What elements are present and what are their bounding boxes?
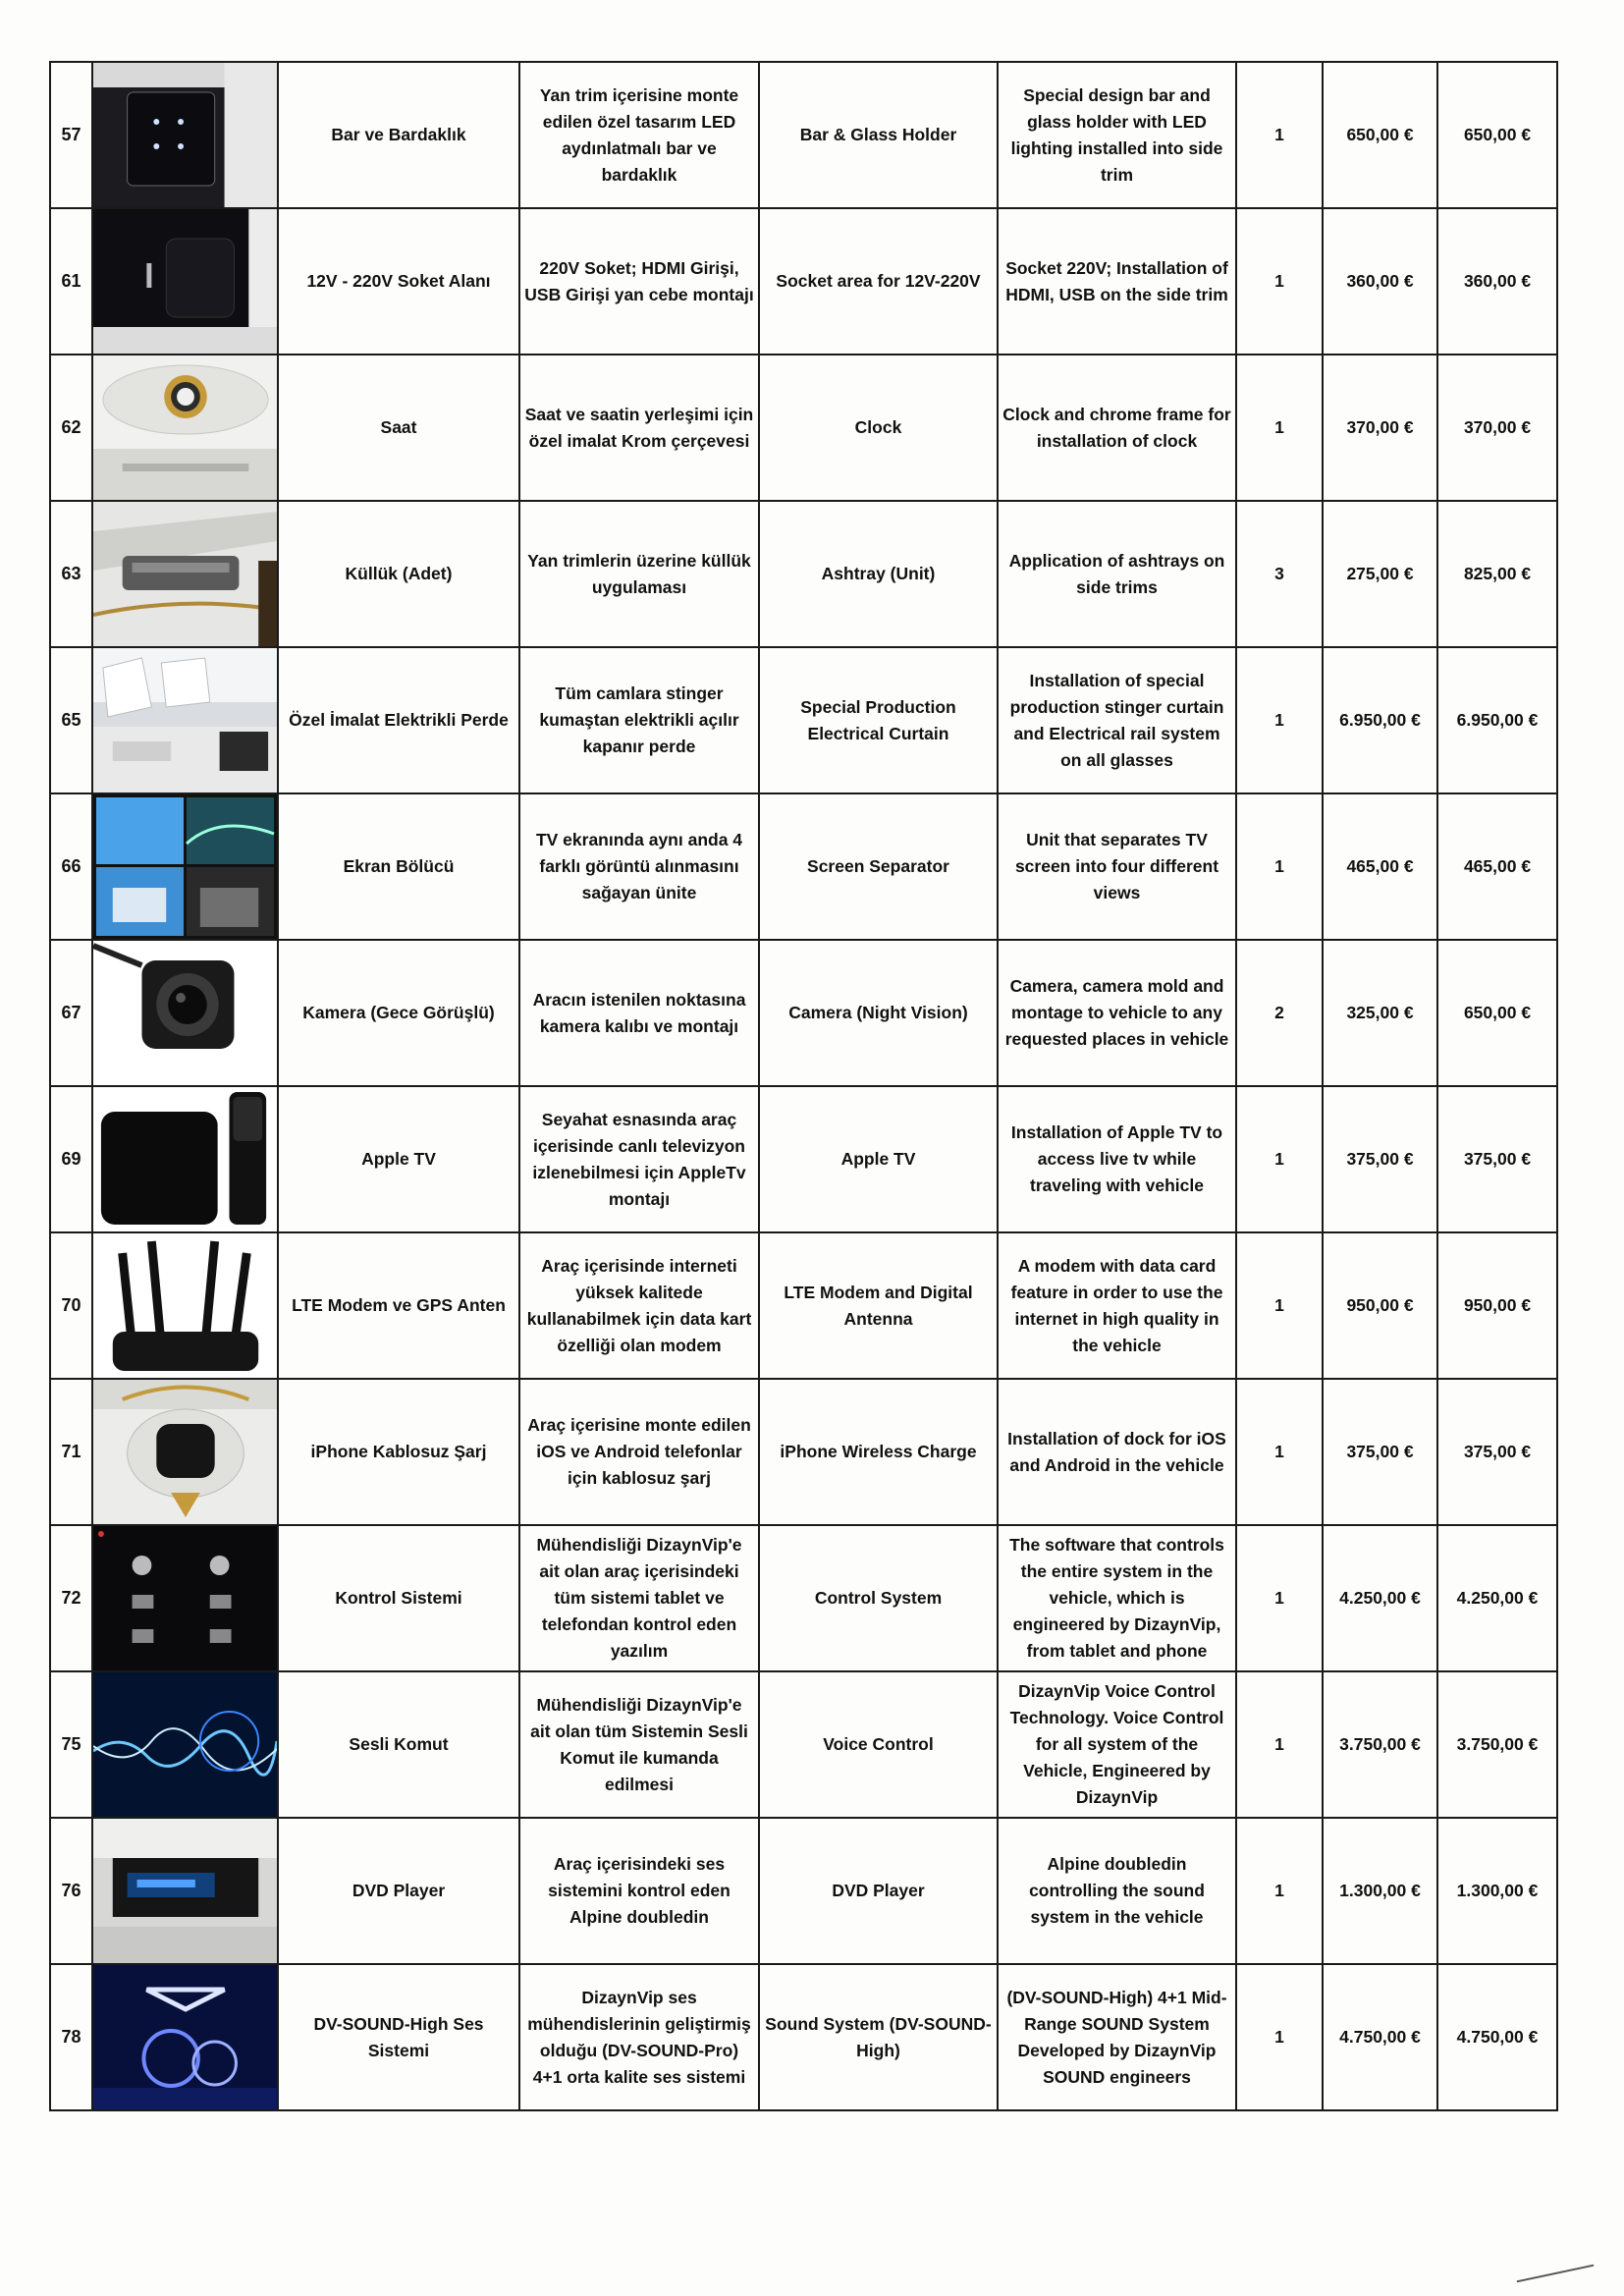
table-row [50,355,1557,501]
item-photo [92,1671,278,1818]
item-photo [92,1379,278,1525]
item-number: 70 [50,1232,92,1379]
item-description-tr: Araç içerisinde interneti yüksek kalitede kullanabilmek için data kart özelliği olan modem [519,1232,759,1379]
apple-tv-photo [93,1087,277,1231]
item-total-price: 3.750,00 € [1437,1671,1557,1818]
table-row [50,1232,1557,1379]
table-row [50,1964,1557,2110]
item-total-price: 6.950,00 € [1437,647,1557,793]
item-total-price: 370,00 € [1437,355,1557,501]
item-unit-price: 6.950,00 € [1323,647,1437,793]
item-name-en: LTE Modem and Digital Antenna [759,1232,998,1379]
item-unit-price: 650,00 € [1323,62,1437,208]
item-name-en: Ashtray (Unit) [759,501,998,647]
item-name-tr: iPhone Kablosuz Şarj [278,1379,519,1525]
item-unit-price: 275,00 € [1323,501,1437,647]
item-total-price: 650,00 € [1437,940,1557,1086]
sound-system-photo [93,1965,277,2109]
item-description-en: Alpine doubledin controlling the sound system in the vehicle [998,1818,1236,1964]
item-description-en: (DV-SOUND-High) 4+1 Mid-Range SOUND System Developed by DizaynVip SOUND engineers [998,1964,1236,2110]
item-description-tr: Saat ve saatin yerleşimi için özel imalat Krom çerçevesi [519,355,759,501]
lte-modem-photo [93,1233,277,1378]
item-unit-price: 465,00 € [1323,793,1437,940]
table-row [50,501,1557,647]
item-quantity: 1 [1236,793,1323,940]
item-name-tr: DV-SOUND-High Ses Sistemi [278,1964,519,2110]
item-name-tr: Sesli Komut [278,1671,519,1818]
bar-glass-holder-photo [93,63,277,207]
item-name-tr: DVD Player [278,1818,519,1964]
page-mark [1517,2265,1595,2283]
item-number: 66 [50,793,92,940]
item-quantity: 1 [1236,1379,1323,1525]
item-number: 61 [50,208,92,355]
item-description-en: Camera, camera mold and montage to vehicle to any requested places in vehicle [998,940,1236,1086]
item-description-tr: Aracın istenilen noktasına kamera kalıbı ve montajı [519,940,759,1086]
item-number: 71 [50,1379,92,1525]
table-row [50,1525,1557,1671]
item-number: 65 [50,647,92,793]
socket-area-photo [93,209,277,354]
item-number: 76 [50,1818,92,1964]
item-description-tr: Mühendisliği DizaynVip'e ait olan araç içerisindeki tüm sistemi tablet ve telefondan kontrol eden yazılım [519,1525,759,1671]
item-unit-price: 360,00 € [1323,208,1437,355]
item-description-en: Socket 220V; Installation of HDMI, USB on the side trim [998,208,1236,355]
item-description-en: Special design bar and glass holder with LED lighting installed into side trim [998,62,1236,208]
item-description-en: A modem with data card feature in order to use the internet in high quality in the vehicle [998,1232,1236,1379]
item-total-price: 360,00 € [1437,208,1557,355]
item-quantity: 1 [1236,1818,1323,1964]
item-name-tr: Bar ve Bardaklık [278,62,519,208]
item-unit-price: 4.750,00 € [1323,1964,1437,2110]
item-number: 62 [50,355,92,501]
item-photo [92,793,278,940]
item-name-tr: LTE Modem ve GPS Anten [278,1232,519,1379]
item-total-price: 375,00 € [1437,1086,1557,1232]
voice-control-photo [93,1672,277,1817]
item-description-en: The software that controls the entire system in the vehicle, which is engineered by DizaynVip, from tablet and phone [998,1525,1236,1671]
table-row [50,1086,1557,1232]
item-quantity: 1 [1236,1232,1323,1379]
item-photo [92,1964,278,2110]
item-unit-price: 375,00 € [1323,1379,1437,1525]
item-total-price: 650,00 € [1437,62,1557,208]
item-quantity: 1 [1236,1525,1323,1671]
curtain-photo [93,648,277,793]
item-name-tr: Küllük (Adet) [278,501,519,647]
item-photo [92,1818,278,1964]
item-name-tr: Kamera (Gece Görüşlü) [278,940,519,1086]
item-unit-price: 1.300,00 € [1323,1818,1437,1964]
item-name-en: Special Production Electrical Curtain [759,647,998,793]
wireless-charge-photo [93,1380,277,1524]
table-row [50,647,1557,793]
table-body [50,62,1557,2110]
item-total-price: 465,00 € [1437,793,1557,940]
table-row [50,208,1557,355]
item-description-tr: Yan trimlerin üzerine küllük uygulaması [519,501,759,647]
item-quantity: 1 [1236,62,1323,208]
price-list-sheet [49,61,1558,2111]
item-photo [92,501,278,647]
item-total-price: 1.300,00 € [1437,1818,1557,1964]
item-description-tr: Yan trim içerisine monte edilen özel tasarım LED aydınlatmalı bar ve bardaklık [519,62,759,208]
item-description-tr: Araç içerisindeki ses sistemini kontrol eden Alpine doubledin [519,1818,759,1964]
control-system-photo [93,1526,277,1670]
item-quantity: 3 [1236,501,1323,647]
item-total-price: 950,00 € [1437,1232,1557,1379]
item-photo [92,208,278,355]
item-photo [92,647,278,793]
item-name-en: Apple TV [759,1086,998,1232]
item-name-tr: Saat [278,355,519,501]
item-name-tr: Özel İmalat Elektrikli Perde [278,647,519,793]
table-row [50,1379,1557,1525]
item-number: 69 [50,1086,92,1232]
item-number: 78 [50,1964,92,2110]
item-total-price: 375,00 € [1437,1379,1557,1525]
item-number: 72 [50,1525,92,1671]
item-description-en: Installation of dock for iOS and Android in the vehicle [998,1379,1236,1525]
table-row [50,793,1557,940]
item-description-tr: 220V Soket; HDMI Girişi, USB Girişi yan cebe montajı [519,208,759,355]
table-row [50,62,1557,208]
item-name-en: iPhone Wireless Charge [759,1379,998,1525]
table-row [50,940,1557,1086]
price-list-table [49,61,1558,2111]
item-description-en: Unit that separates TV screen into four different views [998,793,1236,940]
item-total-price: 4.250,00 € [1437,1525,1557,1671]
item-description-en: Application of ashtrays on side trims [998,501,1236,647]
item-name-en: Sound System (DV-SOUND-High) [759,1964,998,2110]
table-row [50,1818,1557,1964]
item-name-tr: Ekran Bölücü [278,793,519,940]
item-name-en: Clock [759,355,998,501]
camera-photo [93,941,277,1085]
item-number: 57 [50,62,92,208]
item-photo [92,1525,278,1671]
item-name-tr: 12V - 220V Soket Alanı [278,208,519,355]
screen-separator-photo [93,794,277,939]
item-quantity: 2 [1236,940,1323,1086]
item-description-en: Installation of special production stinger curtain and Electrical rail system on all glasses [998,647,1236,793]
item-description-tr: TV ekranında aynı anda 4 farklı görüntü alınmasını sağayan ünite [519,793,759,940]
item-quantity: 1 [1236,1964,1323,2110]
item-name-en: Voice Control [759,1671,998,1818]
item-description-tr: Araç içerisine monte edilen iOS ve Android telefonlar için kablosuz şarj [519,1379,759,1525]
table-row [50,1671,1557,1818]
item-total-price: 4.750,00 € [1437,1964,1557,2110]
item-quantity: 1 [1236,647,1323,793]
item-name-en: Bar & Glass Holder [759,62,998,208]
item-total-price: 825,00 € [1437,501,1557,647]
item-quantity: 1 [1236,1671,1323,1818]
item-photo [92,62,278,208]
ashtray-photo [93,502,277,646]
item-photo [92,355,278,501]
item-quantity: 1 [1236,208,1323,355]
item-description-tr: Tüm camlara stinger kumaştan elektrikli açılır kapanır perde [519,647,759,793]
item-description-en: Installation of Apple TV to access live tv while traveling with vehicle [998,1086,1236,1232]
item-unit-price: 4.250,00 € [1323,1525,1437,1671]
dvd-player-photo [93,1819,277,1963]
item-unit-price: 370,00 € [1323,355,1437,501]
item-photo [92,1232,278,1379]
item-description-tr: DizaynVip ses mühendislerinin geliştirmiş olduğu (DV-SOUND-Pro) 4+1 orta kalite ses sistemi [519,1964,759,2110]
item-quantity: 1 [1236,355,1323,501]
item-name-en: Control System [759,1525,998,1671]
item-name-en: Screen Separator [759,793,998,940]
item-number: 75 [50,1671,92,1818]
item-number: 67 [50,940,92,1086]
item-name-en: Socket area for 12V-220V [759,208,998,355]
item-name-en: Camera (Night Vision) [759,940,998,1086]
item-name-en: DVD Player [759,1818,998,1964]
item-unit-price: 3.750,00 € [1323,1671,1437,1818]
item-photo [92,1086,278,1232]
item-unit-price: 375,00 € [1323,1086,1437,1232]
item-name-tr: Apple TV [278,1086,519,1232]
clock-photo [93,355,277,500]
item-photo [92,940,278,1086]
item-description-en: Clock and chrome frame for installation of clock [998,355,1236,501]
item-number: 63 [50,501,92,647]
item-description-tr: Mühendisliği DizaynVip'e ait olan tüm Sistemin Sesli Komut ile kumanda edilmesi [519,1671,759,1818]
item-description-tr: Seyahat esnasında araç içerisinde canlı televizyon izlenebilmesi için AppleTv montajı [519,1086,759,1232]
item-name-tr: Kontrol Sistemi [278,1525,519,1671]
item-quantity: 1 [1236,1086,1323,1232]
item-description-en: DizaynVip Voice Control Technology. Voice Control for all system of the Vehicle, Engineered by DizaynVip [998,1671,1236,1818]
item-unit-price: 325,00 € [1323,940,1437,1086]
item-unit-price: 950,00 € [1323,1232,1437,1379]
